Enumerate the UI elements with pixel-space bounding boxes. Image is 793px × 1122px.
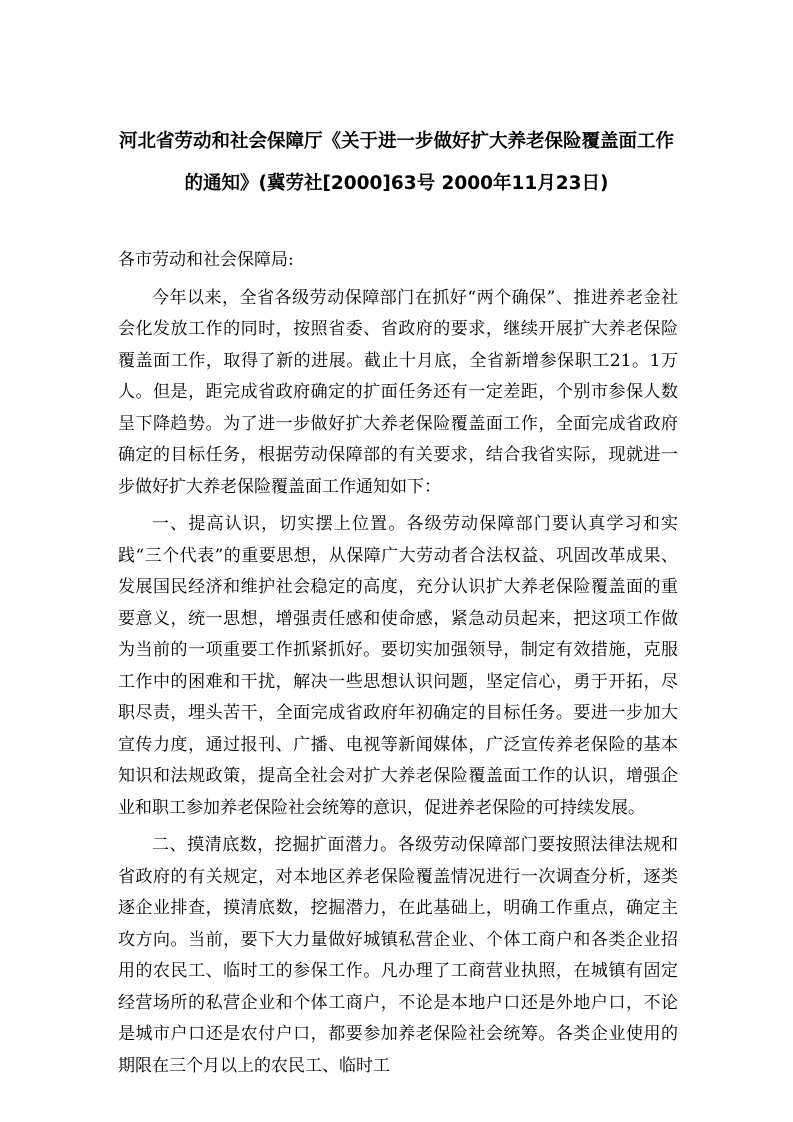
salutation: 各市劳动和社会保障局: bbox=[118, 250, 294, 270]
paragraph-intro: 今年以来，全省各级劳动保障部门在抓好“两个确保”、推进养老金社会化发放工作的同时，按照省委、省政府的要求，继续开展扩大养老保险覆盖面工作，取得了新的进展。截止十月底，全省新增参保职工21。1万人。但是，距完成省政府确定的扩面任务还有一定差距，个别市参保人数呈下降趋势。为了进一步做好扩大养老保险覆盖面工作，全面完成省政府确定的目标任务，根据劳动保障部的有关要求，结合我省实际，现就进一步做好扩大养老保险覆盖面工作通知如下： bbox=[118, 287, 678, 497]
paragraph-section-2: 二、摸清底数，挖掘扩面潜力。各级劳动保障部门要按照法律法规和省政府的有关规定，对本地区养老保险覆盖情况进行一次调查分析，逐类逐企业排查，摸清底数，挖掘潜力，在此基础上，明确工作重点，确定主攻方向。当前，要下大力量做好城镇私营企业、个体工商户和各类企业招用的农民工、临时工的参保工作。凡办理了工商营业执照，在城镇有固定经营场所的私营企业和个体工商户，不论是本地户口还是外地户口，不论是城市户口还是农付户口，都要参加养老保险社会统筹。各类企业使用的期限在三个月以上的农民工、临时工 bbox=[118, 835, 678, 1076]
document-title-line-2: 的通知》(冀劳社[2000]63号 2000年11月23日) bbox=[184, 173, 609, 194]
document-title-line-1: 河北省劳动和社会保障厅《关于进一步做好扩大养老保险覆盖面工作 bbox=[118, 131, 674, 152]
paragraph-section-1: 一、提高认识，切实摆上位置。各级劳动保障部门要认真学习和实践“三个代表”的重要思想，从保障广大劳动者合法权益、巩固改革成果、发展国民经济和维护社会稳定的高度，充分认识扩大养老保险覆盖面的重要意义，统一思想，增强责任感和使命感，紧急动员起来，把这项工作做为当前的一项重要工作抓紧抓好。要切实加强领导，制定有效措施，克服工作中的困难和干扰，解决一些思想认识问题，坚定信心，勇于开拓，尽职尽责，埋头苦干，全面完成省政府年初确定的目标任务。要进一步加大宣传力度，通过报刊、广播、电视等新闻媒体，广泛宣传养老保险的基本知识和法规政策，提高全社会对扩大养老保险覆盖面工作的认识，增强企业和职工参加养老保险社会统筹的意识，促进养老保险的可持续发展。 bbox=[118, 514, 678, 818]
document-body bbox=[118, 245, 678, 1088]
